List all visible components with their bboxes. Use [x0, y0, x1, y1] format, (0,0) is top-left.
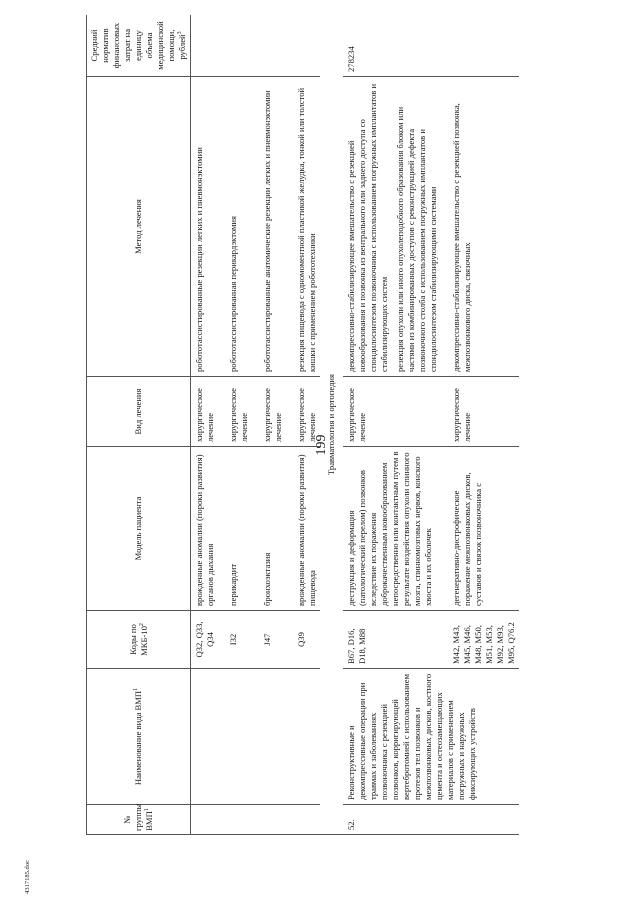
header-icd-codes: Коды по МКБ-$10^2$	[87, 611, 191, 669]
header-vmp-name: Наименование вида ВМП$^1$	[87, 669, 191, 805]
treatment-method-cell: робототассистированная перикардэктомия	[225, 77, 259, 377]
document-sheet	[86, 15, 640, 835]
icd-codes-cell: Q39	[293, 611, 320, 669]
table-header-row	[87, 15, 191, 835]
patient-model-cell: бронхоэктазия	[259, 447, 293, 611]
treatment-type-cell: хирургическое лечение	[191, 377, 226, 447]
section-title: Травматология и ортопедия	[320, 15, 343, 835]
treatment-type-cell: хирургическое лечение	[225, 377, 259, 447]
icd-codes-cell: B67, D16, D18, M88	[343, 611, 448, 669]
rotated-table-frame	[86, 15, 640, 835]
header-treatment-method: Метод лечения	[87, 77, 191, 377]
patient-model-cell: перикардит	[225, 447, 259, 611]
patient-model-cell: деструкция и деформация (патологический перелом) позвонков вследствие их поражения доброкачественным новообразованием непосредственно или контактным путем в результате воздействия опухоли спинного мозга, спинномозговых нервов, конского хвоста и их оболочек	[343, 447, 448, 611]
icd-codes-cell: Q32, Q33, Q34	[191, 611, 226, 669]
vmp-table	[86, 15, 519, 835]
header-group-number: № группы ВМП$^1$	[87, 805, 191, 835]
header-average-cost: Средний норматив финансовых затрат на единицу объема медицинской помощи, рублей$^3$	[87, 15, 191, 77]
patient-model-cell: дегенеративно-дистрофическое поражение межпозвонковых дисков, суставов и связок позвоночника с	[448, 447, 519, 611]
table-row	[343, 15, 392, 835]
section-row	[320, 15, 343, 835]
group-number-cell: 52.	[343, 805, 392, 835]
table-row	[191, 15, 226, 835]
treatment-method-cell: резекция опухоли или иного опухолеподобного образования блоком или частями из комбинированных доступов с реконструкцией дефекта позвоночного столба с использованием погружных имплантатов и спондилосинтезом стабилизирующими системами	[392, 77, 448, 377]
table-row	[293, 15, 320, 835]
page-number: 199	[314, 434, 329, 456]
vmp-name-cell: Реконструктивные и декомпрессивные операции при травмах и заболеваниях позвоночника с резекцией позвонков, корригирующей вертебротомией с использованием протезов тел позвонков и межпозвонковых дисков, костного цемента и остеозамещающих материалов с применением погружных и наружных фиксирующих устройств	[343, 669, 519, 805]
treatment-method-cell: декомпрессивно-стабилизирующее вмешательство с резекцией позвонка, межпозвонкового диска, связочных	[448, 77, 519, 377]
treatment-type-cell: хирургическое лечение	[448, 377, 519, 447]
treatment-method-cell: робототассистированные резекции легких и пневмонэктомии	[191, 77, 226, 377]
table-row	[259, 15, 293, 835]
average-cost-cell: 278234	[343, 15, 392, 77]
icd-codes-cell: I32	[225, 611, 259, 669]
icd-codes-cell: J47	[259, 611, 293, 669]
treatment-type-cell: хирургическое лечение	[259, 377, 293, 447]
patient-model-cell: врожденные аномалии (пороки развития) пищевода	[293, 447, 320, 611]
table-row	[225, 15, 259, 835]
treatment-type-cell: хирургическое лечение	[293, 377, 320, 447]
patient-model-cell: врожденные аномалии (пороки развития) органов дыхания	[191, 447, 226, 611]
document-id: 4317185.doc	[24, 860, 31, 894]
treatment-method-cell: робототассистированные анатомические резекции легких и пневмонэктомии	[259, 77, 293, 377]
treatment-method-cell: декомпрессивно-стабилизирующее вмешательство с резекцией новообразования и позвонка из вентрального или заднего доступа со спондилосинтезом позвоночника с использованием погружных имплантатов и стабилизирующих систем	[343, 77, 392, 377]
header-patient-model: Модель пациента	[87, 447, 191, 611]
header-treatment-type: Вид лечения	[87, 377, 191, 447]
treatment-type-cell: хирургическое лечение	[343, 377, 448, 447]
icd-codes-cell: M42, M43, M45, M46, M48, M50, M51, M53, M92, M93, M95, Q76.2	[448, 611, 519, 669]
treatment-method-cell: резекция пищевода с одномоментной пластикой желудка, тонкой или толстой кишки с применением робототехники	[293, 77, 320, 377]
